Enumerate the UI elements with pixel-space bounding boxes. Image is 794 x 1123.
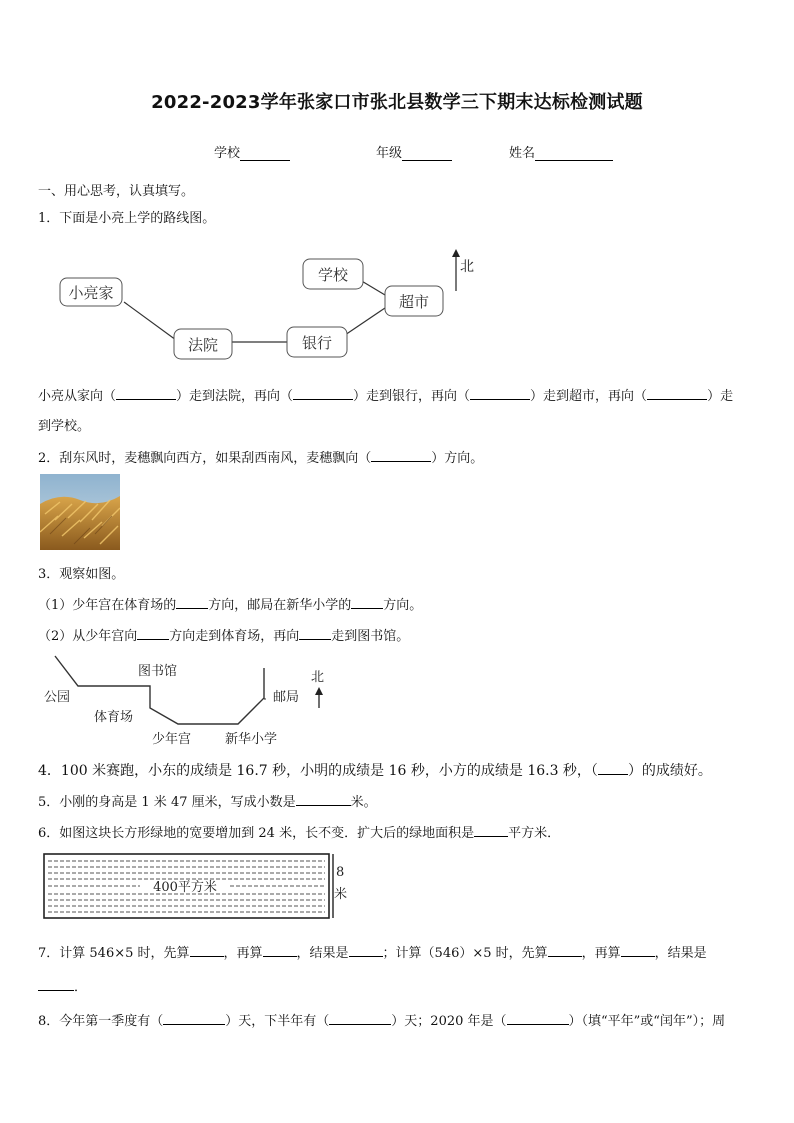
q6-text: 6．如图这块长方形绿地的宽要增加到 24 米，长不变．扩大后的绿地面积是 平方米．: [38, 826, 561, 841]
answer-blank[interactable]: [598, 774, 628, 775]
q1-sentence-end: 到学校。: [38, 419, 91, 434]
q8-text: 8．今年第一季度有（ ）天，下半年有（ ）天；2020 年是（ ）（填“平年”或“闰年”）；周: [38, 1014, 726, 1029]
answer-blank[interactable]: [137, 639, 169, 640]
grade-field: [376, 142, 452, 161]
page-title: 2022-2023学年张家口市张北县数学三下期末达标检测试题: [151, 92, 643, 113]
court-label: 法院: [187, 336, 219, 354]
market-label: 超市: [398, 293, 430, 311]
north-label-q3: 北: [311, 670, 325, 685]
answer-blank[interactable]: [647, 399, 707, 400]
q4-text: 4．100 米赛跑，小东的成绩是 16.7 秒，小明的成绩是 16 秒，小方的成绩是 16.3 秒，（ ）的成绩好。: [38, 763, 712, 779]
answer-blank[interactable]: [548, 956, 582, 957]
answer-blank[interactable]: [116, 399, 176, 400]
width-label-unit: 米: [334, 887, 348, 902]
grade-label: 年级: [376, 146, 403, 161]
answer-blank[interactable]: [38, 990, 74, 991]
xinhua-school-label: 新华小学: [225, 732, 278, 747]
answer-blank[interactable]: [263, 956, 297, 957]
library-label: 图书馆: [138, 664, 178, 679]
q7-end: ．: [38, 976, 87, 995]
wheat-photo: [40, 474, 120, 550]
q7-text: 7．计算 546×5 时，先算 ，再算 ，结果是 ；计算（546）×5 时，先算 ，再算 ，结果是: [38, 946, 707, 961]
q3-sub1: （1）少年宫在体育场的 方向，邮局在新华小学的 方向。: [38, 598, 423, 613]
answer-blank[interactable]: [621, 956, 655, 957]
q1-route-map: [40, 245, 500, 370]
section-heading: 一、用心思考，认真填写。: [38, 184, 195, 199]
north-label: 北: [460, 259, 474, 275]
answer-blank[interactable]: [371, 461, 431, 462]
school-label-map: 学校: [317, 266, 349, 284]
grade-blank[interactable]: [402, 147, 452, 161]
bank-label: 银行: [301, 334, 333, 352]
width-label-number: 8: [336, 865, 345, 880]
q1-text: 1．下面是小亮上学的路线图。: [38, 211, 216, 226]
park-label: 公园: [44, 690, 71, 705]
answer-blank[interactable]: [293, 399, 353, 400]
area-label: 400平方米: [153, 880, 217, 895]
north-arrow-icon: [452, 249, 460, 291]
school-label: 学校: [214, 146, 241, 161]
post-office-label: 邮局: [273, 690, 300, 705]
school-blank[interactable]: [240, 147, 290, 161]
answer-blank[interactable]: [351, 608, 383, 609]
q3-text: 3．观察如图。: [38, 567, 125, 582]
answer-blank[interactable]: [176, 608, 208, 609]
school-field: [214, 142, 290, 161]
q3-sub2: （2）从少年宫向 方向走到体育场，再向 走到图书馆。: [38, 629, 410, 644]
answer-blank[interactable]: [163, 1024, 225, 1025]
answer-blank[interactable]: [470, 399, 530, 400]
q6-rectangle-figure: [40, 850, 360, 922]
q3-town-map: [40, 650, 340, 750]
north-arrow-icon: [315, 687, 323, 708]
answer-blank[interactable]: [296, 805, 351, 806]
answer-blank[interactable]: [474, 836, 508, 837]
answer-blank[interactable]: [507, 1024, 569, 1025]
answer-blank[interactable]: [329, 1024, 391, 1025]
name-label: 姓名: [509, 146, 536, 161]
q1-sentence: 小亮从家向（ ）走到法院，再向（ ）走到银行，再向（ ）走到超市，再向（ ）走: [38, 389, 734, 404]
q2-text: 2．刮东风时，麦穗飘向西方，如果刮西南风，麦穗飘向（ ）方向。: [38, 451, 484, 466]
name-blank[interactable]: [535, 147, 613, 161]
home-label: 小亮家: [68, 284, 114, 302]
q5-text: 5．小刚的身高是 1 米 47 厘米，写成小数是 米。: [38, 795, 377, 810]
name-field: [509, 142, 613, 161]
youth-palace-label: 少年宫: [152, 732, 192, 747]
answer-blank[interactable]: [299, 639, 331, 640]
stadium-label: 体育场: [94, 710, 134, 725]
answer-blank[interactable]: [190, 956, 224, 957]
answer-blank[interactable]: [349, 956, 383, 957]
